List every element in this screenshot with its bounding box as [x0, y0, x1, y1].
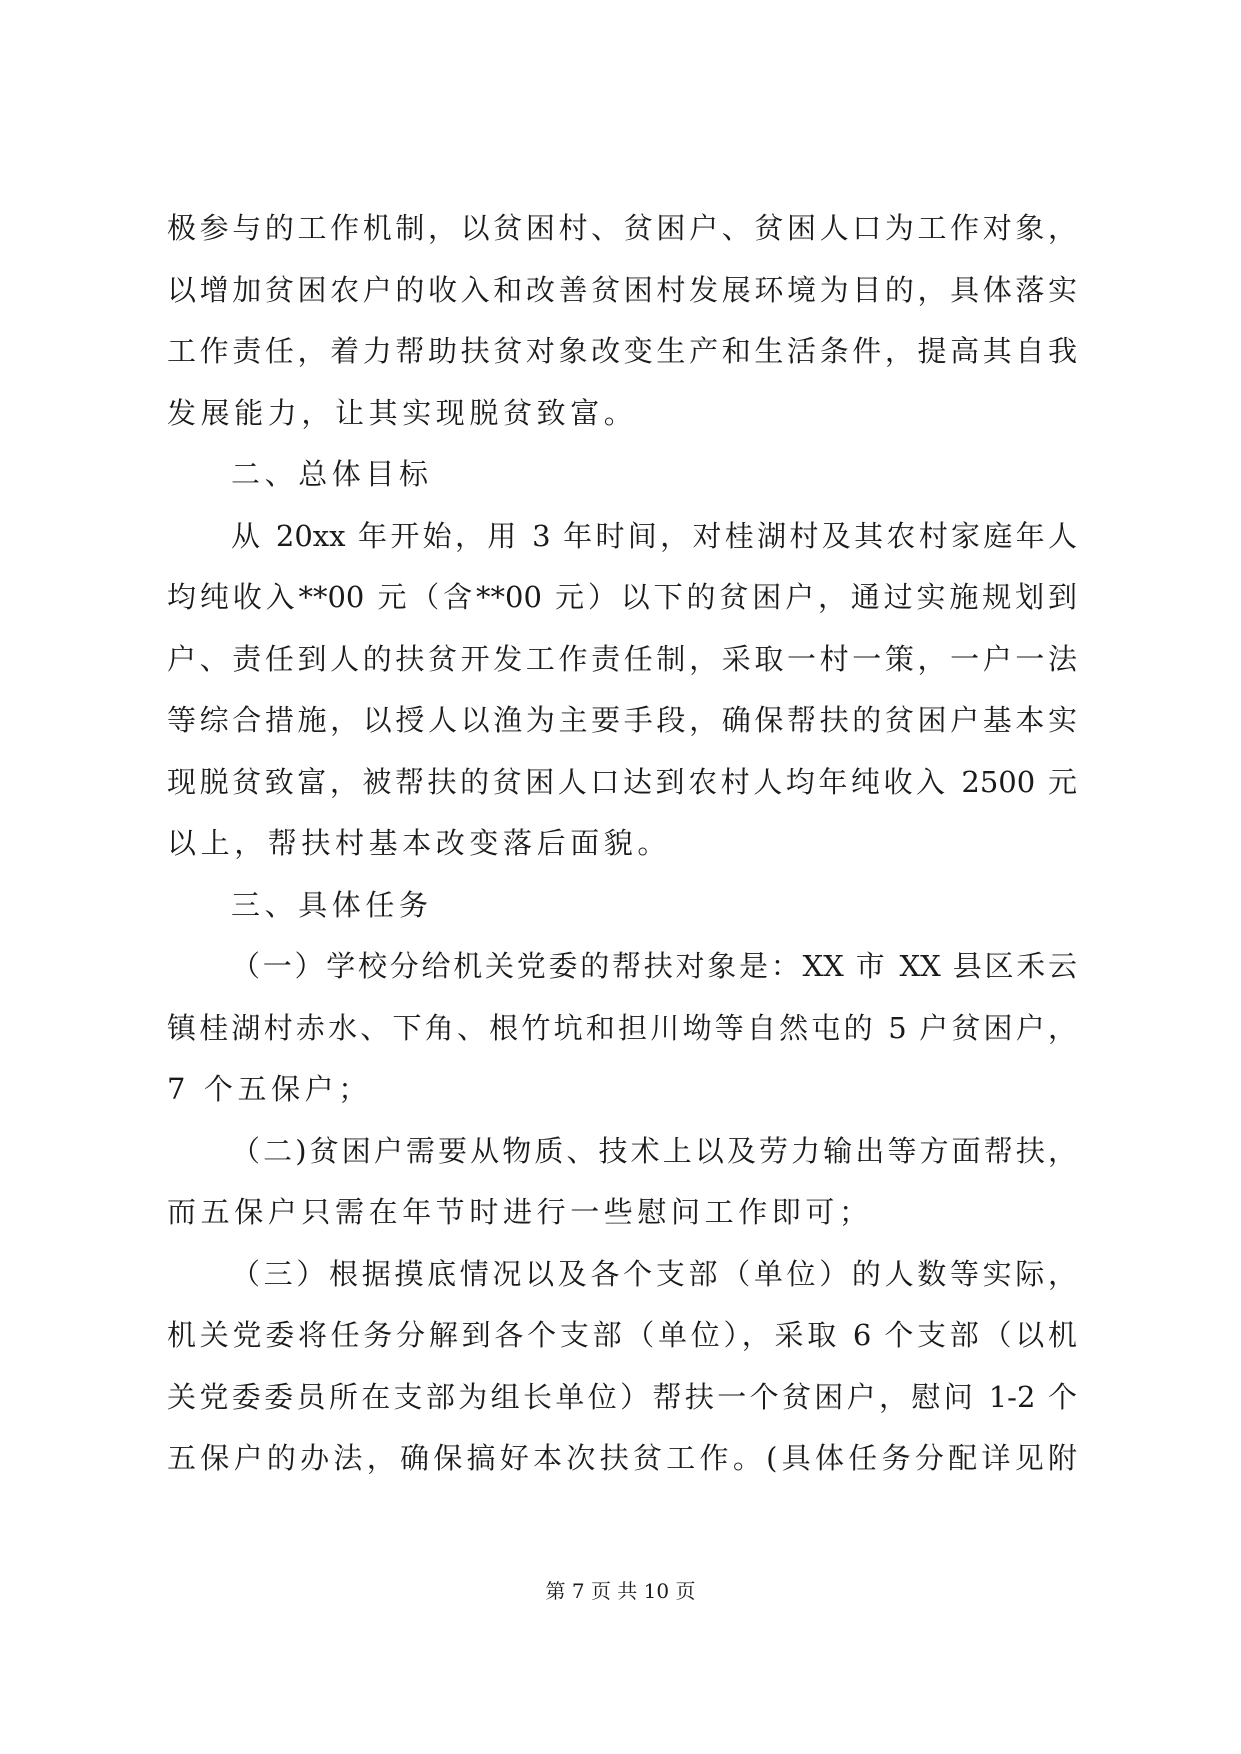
text-line: 镇桂湖村赤水、下角、根竹坑和担川坳等自然屯的 5 户贫困户， — [167, 1010, 1077, 1045]
text-line: 机关党委将任务分解到各个支部（单位），采取 6 个支部（以机 — [167, 1318, 1077, 1352]
text-line: 而五保户只需在年节时进行一些慰问工作即可； — [167, 1195, 873, 1229]
text-line: 以增加贫困农户的收入和改善贫困村发展环境为目的，具体落实 — [167, 272, 1077, 307]
text-line: （三）根据摸底情况以及各个支部（单位）的人数等实际， — [231, 1256, 1077, 1291]
text-line: 以上，帮扶村基本改变落后面貌。 — [167, 826, 672, 860]
section-heading: 二、总体目标 — [231, 457, 433, 491]
text-line: 五保户的办法，确保搞好本次扶贫工作。(具体任务分配详见附 — [167, 1441, 1077, 1475]
text-line: （一）学校分给机关党委的帮扶对象是：XX 市 XX 县区禾云 — [231, 949, 1077, 983]
text-line: 极参与的工作机制，以贫困村、贫困户、贫困人口为工作对象， — [167, 211, 1077, 245]
text-line: 关党委委员所在支部为组长单位）帮扶一个贫困户，慰问 1-2 个 — [167, 1379, 1077, 1414]
text-line: 均纯收入**00 元（含**00 元）以下的贫困户，通过实施规划到 — [167, 580, 1077, 614]
text-line: （二)贫困户需要从物质、技术上以及劳力输出等方面帮扶， — [231, 1133, 1077, 1168]
page-footer — [0, 1576, 1241, 1606]
text-line: 发展能力，让其实现脱贫致富。 — [167, 395, 638, 430]
text-line: 7 个五保户； — [167, 1072, 372, 1106]
text-line: 现脱贫致富，被帮扶的贫困人口达到农村人均年纯收入 2500 元 — [167, 764, 1077, 799]
section-heading: 三、具体任务 — [231, 887, 433, 922]
page-number-label: 第 7 页 共 10 页 — [545, 1579, 696, 1603]
text-line: 从 20xx 年开始，用 3 年时间，对桂湖村及其农村家庭年人 — [231, 518, 1077, 553]
text-line: 户、责任到人的扶贫开发工作责任制，采取一村一策，一户一法 — [167, 641, 1077, 676]
text-line: 等综合措施，以授人以渔为主要手段，确保帮扶的贫困户基本实 — [167, 703, 1077, 737]
document-body — [167, 198, 1077, 1490]
text-line: 工作责任，着力帮助扶贫对象改变生产和生活条件，提高其自我 — [167, 334, 1077, 368]
